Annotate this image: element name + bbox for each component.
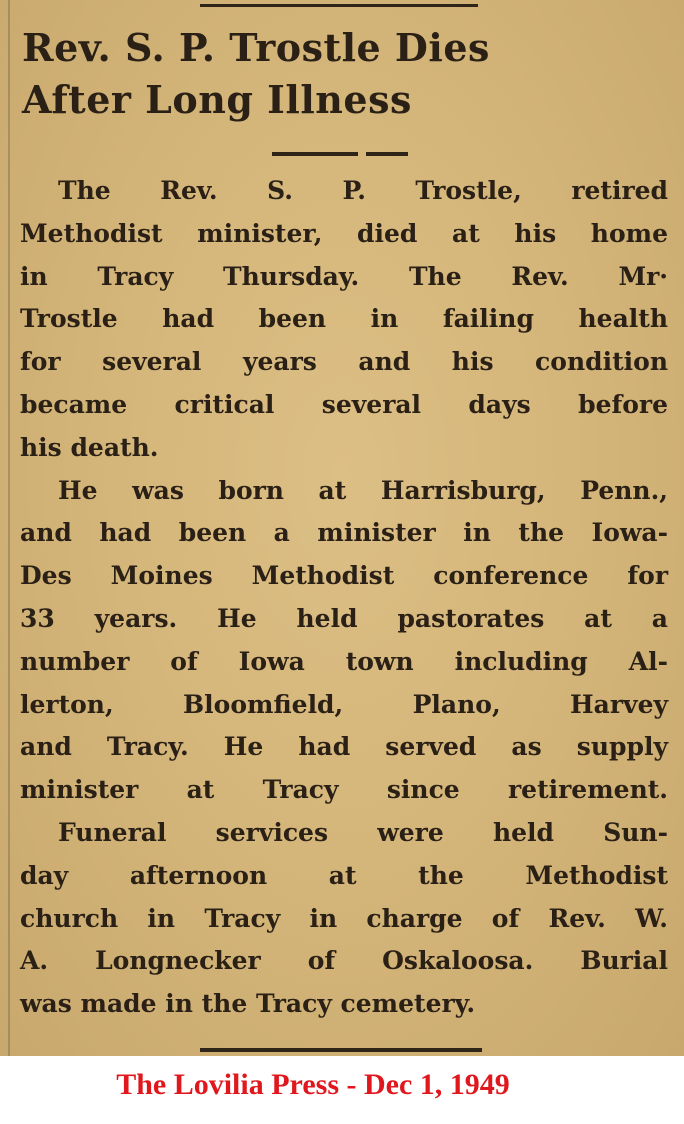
top-rule xyxy=(200,4,478,7)
paragraph-3 xyxy=(20,812,668,1026)
text-line: for several years and his condition xyxy=(20,347,668,377)
text-line: and had been a minister in the Iowa- xyxy=(20,518,668,548)
text-line: minister at Tracy since retirement. xyxy=(20,775,668,805)
text-line: his death. xyxy=(20,432,159,462)
paragraph-1 xyxy=(20,170,668,470)
paragraph-2 xyxy=(20,470,668,812)
headline-line: Rev. S. P. Trostle Dies xyxy=(22,25,490,70)
text-line: church in Tracy in charge of Rev. W. xyxy=(20,903,668,933)
text-line: and Tracy. He had served as supply xyxy=(20,732,668,762)
text-line: day afternoon at the Methodist xyxy=(20,860,668,890)
text-line: 33 years. He held pastorates at a xyxy=(20,603,668,633)
headline-divider xyxy=(366,152,408,156)
text-line: Trostle had been in failing health xyxy=(20,304,668,334)
clipping-edge-line xyxy=(8,0,10,1056)
text-line: Funeral services were held Sun- xyxy=(58,817,668,847)
source-caption: The Lovilia Press - Dec 1, 1949 xyxy=(116,1068,510,1101)
headline xyxy=(22,22,672,126)
text-line: lerton, Bloomfield, Plano, Harvey xyxy=(20,689,668,719)
text-line: Methodist minister, died at his home xyxy=(20,218,668,248)
text-line: became critical several days before xyxy=(20,389,668,419)
text-line: A. Longnecker of Oskaloosa. Burial xyxy=(20,946,668,976)
headline-line: After Long Illness xyxy=(22,77,412,122)
text-line: in Tracy Thursday. The Rev. Mr· xyxy=(20,261,668,291)
text-line: was made in the Tracy cemetery. xyxy=(20,989,476,1019)
bottom-rule xyxy=(200,1048,482,1052)
headline-divider xyxy=(272,152,358,156)
text-line: The Rev. S. P. Trostle, retired xyxy=(58,176,668,205)
text-line: number of Iowa town including Al- xyxy=(20,646,668,676)
text-line: He was born at Harrisburg, Penn., xyxy=(58,475,668,505)
text-line: Des Moines Methodist conference for xyxy=(20,561,668,591)
article-body xyxy=(20,170,668,1026)
